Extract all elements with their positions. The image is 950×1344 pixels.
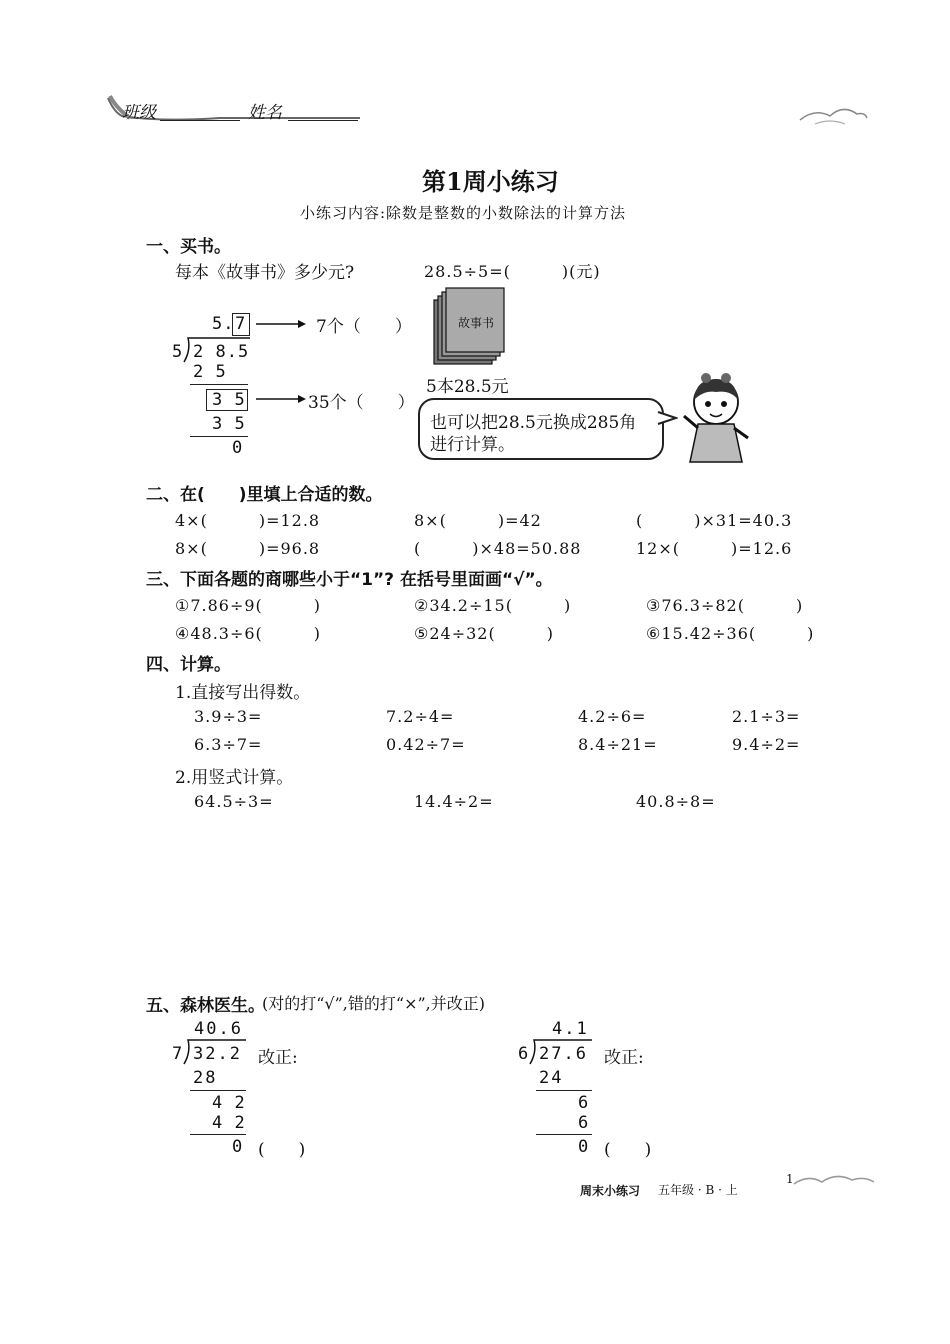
arrow2-label[interactable]: 35个（ ）	[308, 393, 415, 413]
s4-r3-c2[interactable]: 14.4÷2=	[414, 792, 494, 811]
section5-note: (对的打“√”,错的打“×”,并改正)	[262, 994, 485, 1013]
s3-r2-c2[interactable]: ⑤24÷32( )	[414, 624, 554, 643]
footer-grade: 五年级 · B · 上	[658, 1183, 738, 1197]
divA-l2: 4 2	[212, 1093, 246, 1113]
divB-check[interactable]: ( )	[604, 1140, 652, 1160]
arrow1-label[interactable]: 7个（ ）	[316, 317, 412, 337]
s2-r1-c3[interactable]: ( )×31=40.3	[636, 511, 793, 530]
s1-equation[interactable]: 28.5÷5=( )(元)	[424, 262, 601, 281]
s2-r2-c2[interactable]: ( )×48=50.88	[414, 539, 582, 558]
class-label: 班级	[122, 103, 156, 123]
cloud-ornament-icon	[795, 100, 870, 130]
s2-r1-c1[interactable]: 4×( )=12.8	[175, 511, 321, 530]
footer-series: 周末小练习	[580, 1184, 641, 1198]
s4-sub1: 1.直接写出得数。	[175, 683, 311, 703]
arrow1-icon	[256, 318, 306, 330]
divB-l2: 6	[578, 1093, 590, 1113]
divA-l4: 0	[232, 1137, 244, 1157]
divA-l3: 4 2	[212, 1113, 246, 1133]
s4-r1-c2[interactable]: 7.2÷4=	[386, 707, 455, 726]
div-final: 0	[232, 438, 244, 458]
book-title-label: 故事书	[458, 316, 495, 330]
div-quotient-boxed: 7	[235, 314, 247, 334]
s3-r1-c2[interactable]: ②34.2÷15( )	[414, 596, 572, 615]
div-quotient-digit: 5.	[212, 314, 235, 334]
divA-quotient: 40.6	[194, 1019, 243, 1039]
section5-heading: 五、森林医生。	[146, 996, 265, 1016]
divB-rule2	[536, 1134, 592, 1135]
divA-dividend: 32.2	[193, 1044, 242, 1064]
divB-rule1	[536, 1090, 592, 1091]
name-label: 姓名	[248, 103, 282, 123]
bubble-line2: 进行计算。	[430, 435, 515, 455]
s4-r2-c2[interactable]: 0.42÷7=	[386, 735, 466, 754]
divA-l1: 28	[193, 1068, 218, 1088]
s4-r2-c3[interactable]: 8.4÷21=	[578, 735, 658, 754]
div-divisor: 5	[172, 342, 184, 362]
divB-dividend: 27.6	[539, 1044, 588, 1064]
divA-rule2	[190, 1134, 246, 1135]
s1-question: 每本《故事书》多少元?	[175, 263, 355, 283]
arrow2-icon	[256, 393, 306, 405]
divA-rule1	[190, 1090, 246, 1091]
s4-r1-c1[interactable]: 3.9÷3=	[194, 707, 263, 726]
divB-fix-label: 改正:	[604, 1048, 644, 1068]
divB-divisor: 6	[518, 1044, 530, 1064]
footer-page-number: 1	[786, 1172, 794, 1186]
div-sub2: 3 5	[212, 414, 246, 434]
s3-r1-c1[interactable]: ①7.86÷9( )	[175, 596, 322, 615]
s3-r2-c3[interactable]: ⑥15.42÷36( )	[646, 624, 815, 643]
bubble-line1: 也可以把28.5元换成285角	[430, 413, 637, 433]
divB-l3: 6	[578, 1113, 590, 1133]
class-blank[interactable]	[160, 120, 240, 121]
page-subtitle: 小练习内容:除数是整数的小数除法的计算方法	[300, 204, 627, 222]
div-rule1	[190, 384, 248, 385]
section4-heading: 四、计算。	[146, 655, 231, 675]
divB-l4: 0	[578, 1137, 590, 1157]
s4-r1-c3[interactable]: 4.2÷6=	[578, 707, 647, 726]
section2-heading: 二、在( )里填上合适的数。	[146, 485, 383, 505]
s3-r2-c1[interactable]: ④48.3÷6( )	[175, 624, 322, 643]
s4-r3-c3[interactable]: 40.8÷8=	[636, 792, 716, 811]
page-title: 第1周小练习	[422, 167, 559, 196]
bubble-tail	[656, 410, 678, 428]
divA-divisor: 7	[172, 1044, 184, 1064]
s2-r1-c2[interactable]: 8×( )=42	[414, 511, 542, 530]
divB-quotient: 4.1	[552, 1019, 589, 1039]
div-dividend: 2 8.5	[193, 342, 250, 362]
s3-r1-c3[interactable]: ③76.3÷82( )	[646, 596, 804, 615]
s4-sub2: 2.用竖式计算。	[175, 768, 294, 788]
s4-r2-c4[interactable]: 9.4÷2=	[732, 735, 801, 754]
divA-check[interactable]: ( )	[258, 1140, 306, 1160]
books-caption: 5本28.5元	[426, 377, 509, 397]
footer-cloud-ornament-icon	[790, 1170, 880, 1192]
s2-r2-c1[interactable]: 8×( )=96.8	[175, 539, 321, 558]
section3-heading: 三、下面各题的商哪些小于“1”? 在括号里面画“√”。	[146, 570, 553, 590]
s2-r2-c3[interactable]: 12×( )=12.6	[636, 539, 793, 558]
div-rule2	[190, 436, 248, 437]
divB-l1: 24	[539, 1068, 564, 1088]
girl-character-illustration	[676, 372, 756, 472]
s4-r1-c4[interactable]: 2.1÷3=	[732, 707, 801, 726]
div-sub1: 2 5	[193, 362, 227, 382]
s4-r2-c1[interactable]: 6.3÷7=	[194, 735, 263, 754]
name-blank[interactable]	[288, 120, 358, 121]
div-rem1: 3 5	[212, 390, 246, 410]
section1-heading: 一、买书。	[146, 237, 231, 257]
divA-fix-label: 改正:	[258, 1048, 298, 1068]
s4-r3-c1[interactable]: 64.5÷3=	[194, 792, 274, 811]
